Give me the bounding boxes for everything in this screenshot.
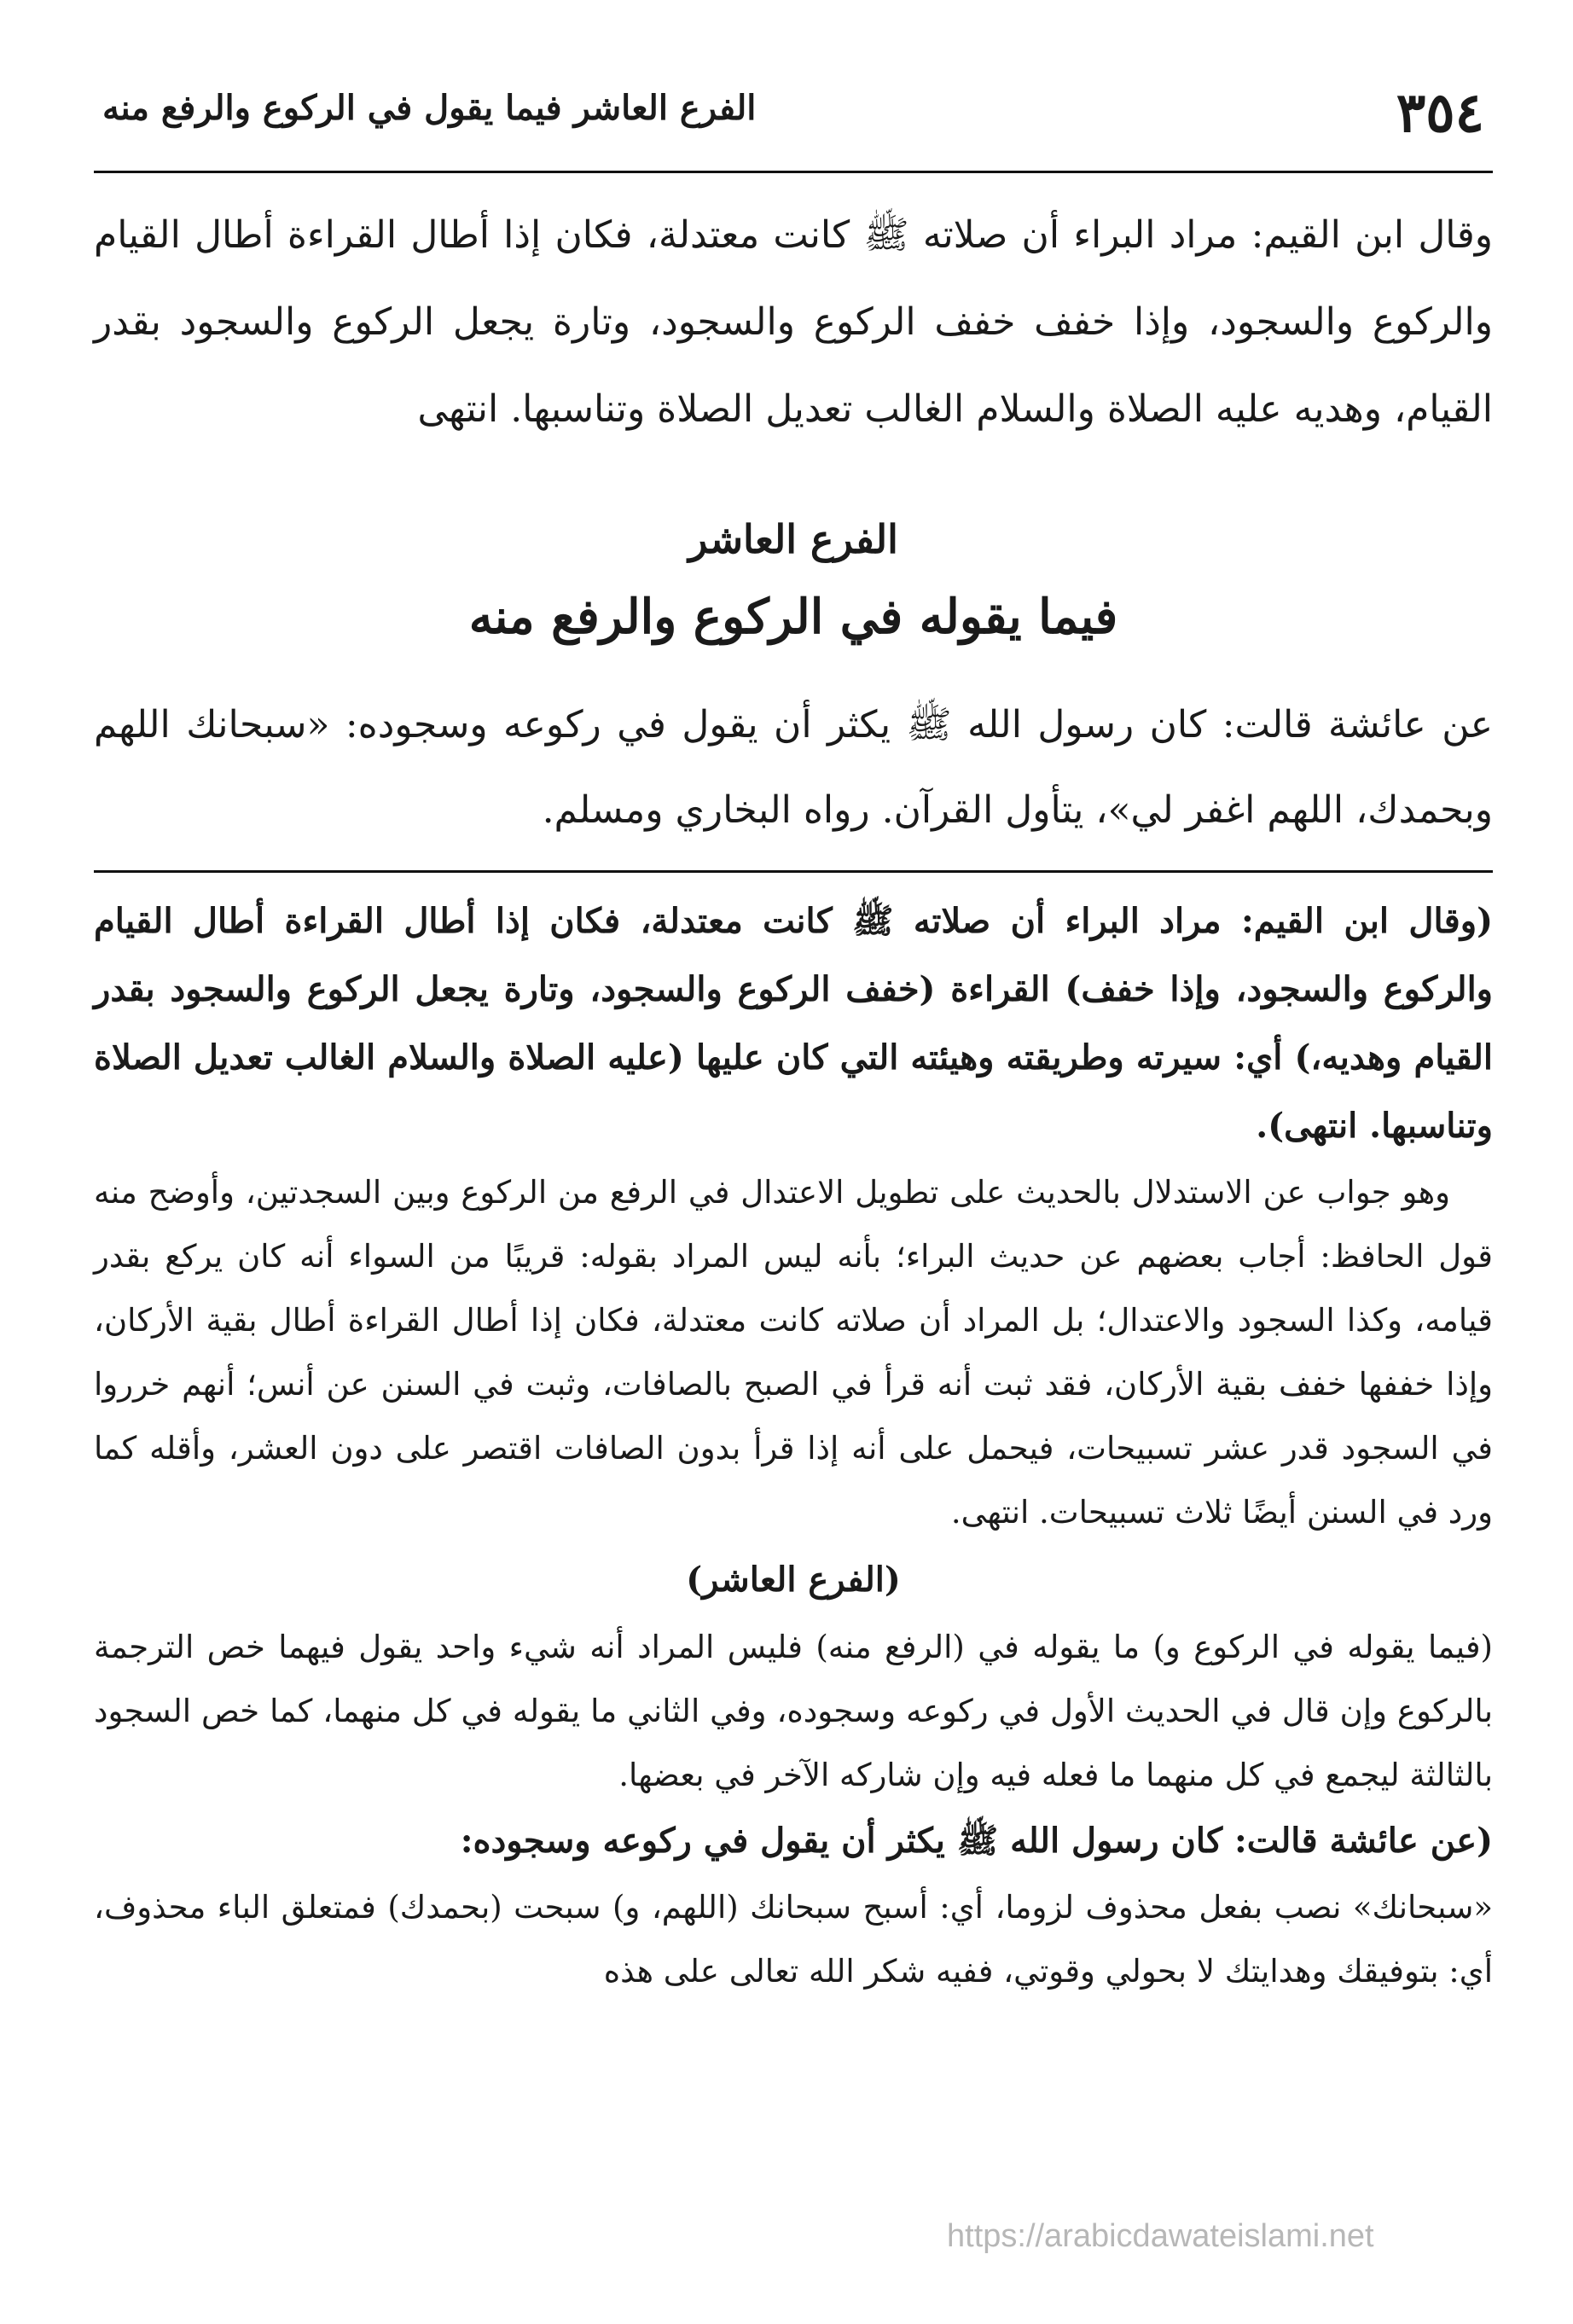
commentary-sub-heading: (الفرع العاشر) bbox=[686, 1560, 901, 1600]
commentary-divider bbox=[94, 870, 1493, 873]
commentary-paragraph-3: (فيما يقوله في الركوع و) ما يقوله في (الرفع منه) فليس المراد أنه شيء واحد يقول فيهما خص الترجمة بالركوع وإن قال في الحديث الأول في ركوعه وسجوده، وفي الثاني ما يقوله في كل منهما، كما خص السجود بالثالثة ليجمع في كل منهما ما فعله فيه وإن شاركه الآخر في بعضها. bbox=[94, 1629, 1493, 1793]
commentary-lower bbox=[94, 1615, 1493, 2003]
running-title: الفرع العاشر فيما يقول في الركوع والرفع منه bbox=[102, 88, 757, 128]
commentary-paragraph-4: (عن عائشة قالت: كان رسول الله ﷺ يكثر أن يقول في ركوعه وسجوده: bbox=[460, 1821, 1493, 1861]
commentary-paragraph-1: (وقال ابن القيم: مراد البراء أن صلاته ﷺ كانت معتدلة، فكان إذا أطال القراءة أطال القيام والركوع والسجود، وإذا خفف) القراءة (خفف الركوع والسجود، وتارة يجعل الركوع والسجود بقدر القيام وهديه،) أي: سيرته وطريقته وهيئته التي كان عليها (عليه الصلاة والسلام الغالب تعديل الصلاة وتناسبها. انتهى). bbox=[94, 901, 1493, 1146]
commentary-paragraph-2: وهو جواب عن الاستدلال بالحديث على تطويل الاعتدال في الرفع من الركوع وبين السجدتين، وأوضح منه قول الحافظ: أجاب بعضهم عن حديث البراء؛ بأنه ليس المراد بقوله: قريبًا من السواء أنه كان يركع بقدر قيامه، وكذا السجود والاعتدال؛ بل المراد أن صلاته كانت معتدلة، فكان إذا أطال القراءة أطال بقية الأركان، وإذا خففها خفف بقية الأركان، فقد ثبت أنه قرأ في الصبح بالصافات، وثبت في السنن عن أنس؛ أنهم خرروا في السجود قدر عشر تسبيحات، فيحمل على أنه إذا قرأ بدون الصافات اقتصر على دون العشر، وأقله كما ورد في السنن أيضًا ثلاث تسبيحات. انتهى. bbox=[94, 1174, 1493, 1531]
hadith-text: عن عائشة قالت: كان رسول الله ﷺ يكثر أن يقول في ركوعه وسجوده: «سبحانك اللهم وبحمدك، اللهم اغفر لي»، يتأول القرآن. رواه البخاري ومسلم. bbox=[94, 703, 1493, 832]
section-label: الفرع العاشر bbox=[688, 516, 898, 562]
commentary-paragraph-5: «سبحانك» نصب بفعل محذوف لزوما، أي: أسبح سبحانك (اللهم، و) سبحت (بحمدك) فمتعلق الباء محذوف، أي: بتوفيقك وهدايتك لا بحولي وقوتي، ففيه شكر الله تعالى على هذه bbox=[94, 1889, 1493, 1990]
commentary bbox=[94, 887, 1493, 2003]
page-header bbox=[94, 81, 1493, 158]
matn-paragraph: وقال ابن القيم: مراد البراء أن صلاته ﷺ كانت معتدلة، فكان إذا أطال القراءة أطال القيام والركوع والسجود، وإذا خفف خفف الركوع والسجود، وتارة يجعل الركوع والسجود بقدر القيام، وهديه عليه الصلاة والسلام الغالب تعديل الصلاة وتناسبها. انتهى bbox=[94, 213, 1493, 431]
watermark-url: https://arabicdawateislami.net bbox=[947, 2218, 1374, 2254]
section-title: فيما يقوله في الركوع والرفع منه bbox=[468, 589, 1118, 645]
header-divider bbox=[94, 171, 1493, 173]
page-number: ٣٥٤ bbox=[1396, 81, 1484, 145]
